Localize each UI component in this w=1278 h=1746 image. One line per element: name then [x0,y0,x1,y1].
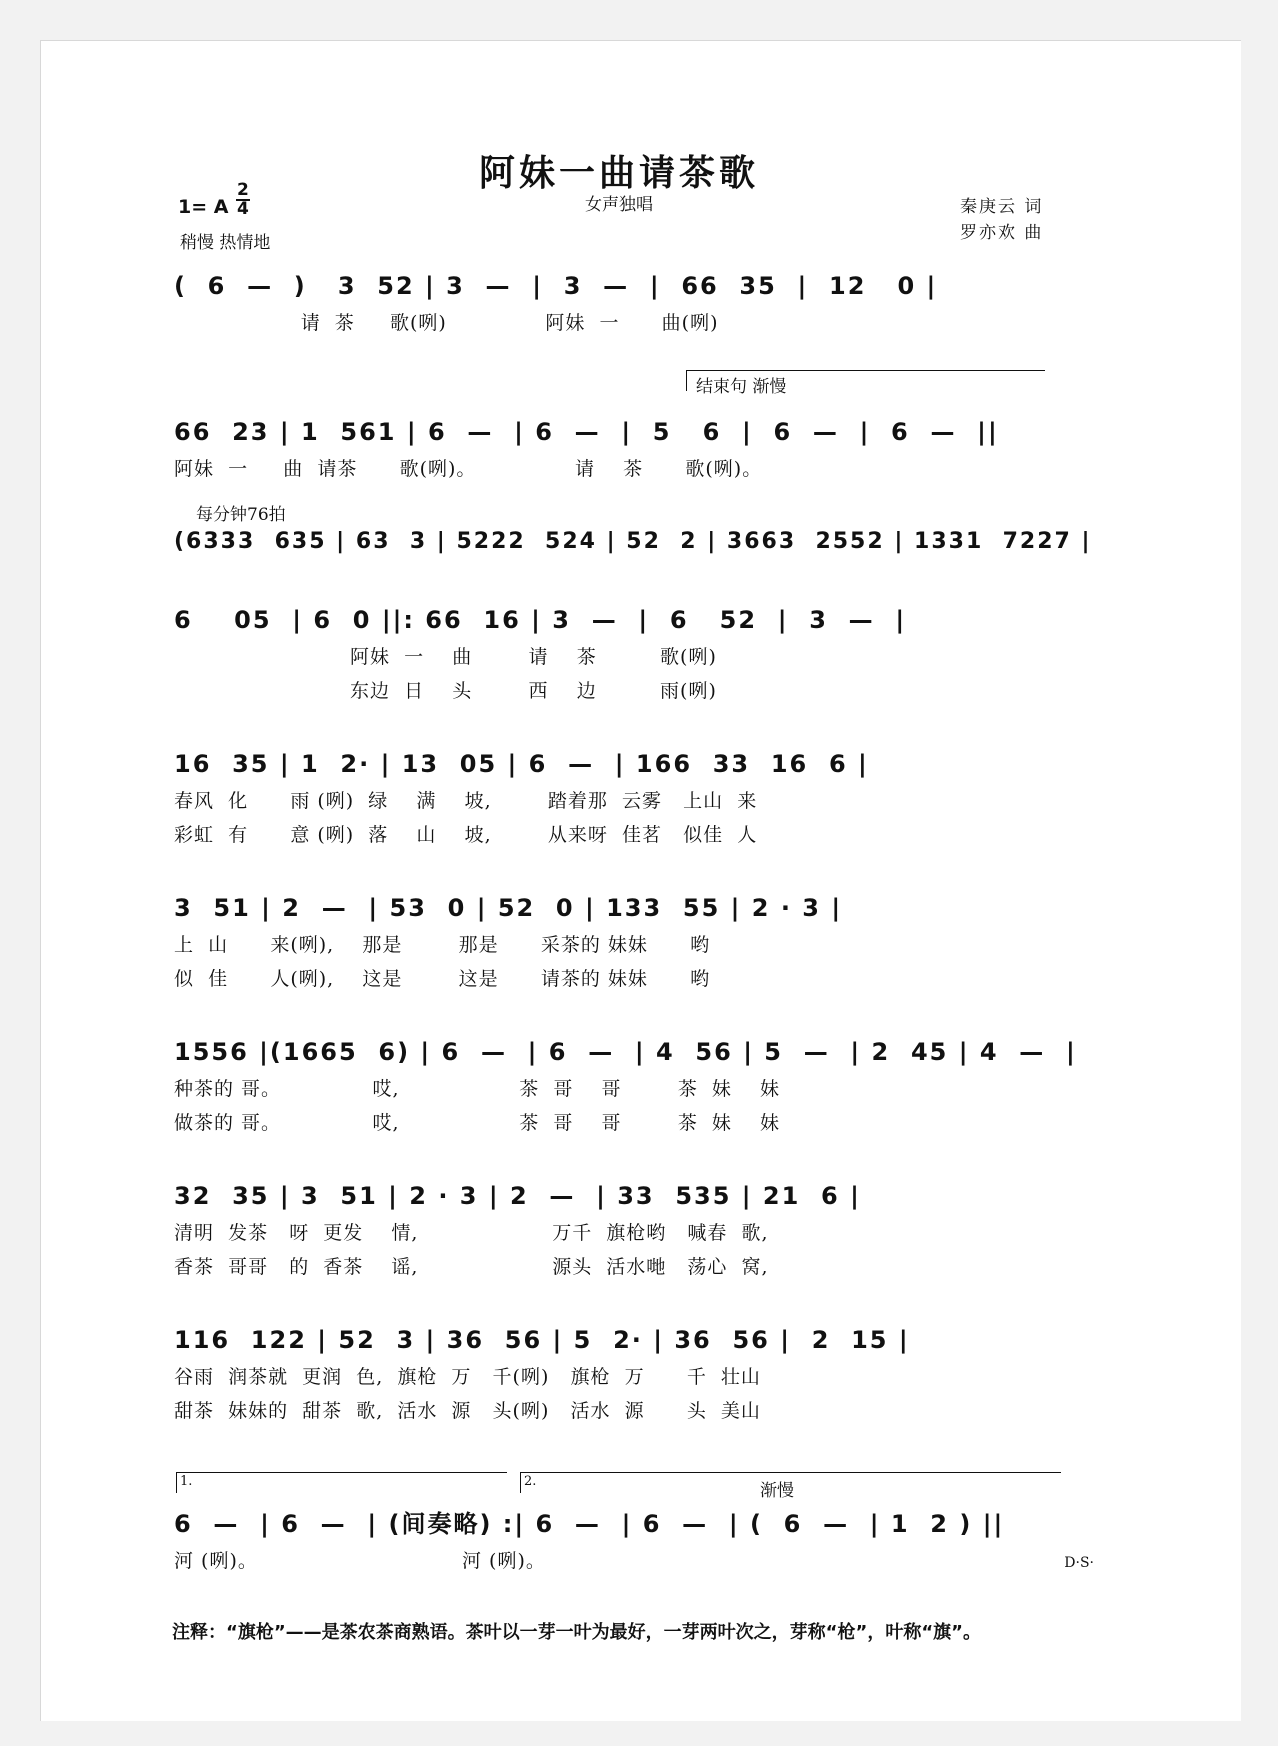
lyric-line: 甜茶 妹妹的 甜茶 歌, 活水 源 头(咧) 活水 源 头 美山 [174,1400,761,1422]
lyric-line: 谷雨 润茶就 更润 色, 旗枪 万 千(咧) 旗枪 万 千 壮山 [174,1366,761,1388]
lyric-line: 做茶的 哥。 哎, 茶 哥 哥 茶 妹 妹 [174,1112,781,1134]
lyric-line: 彩虹 有 意 (咧) 落 山 坡, 从来呀 佳茗 似佳 人 [174,824,758,846]
lyric-line: 香茶 哥哥 的 香茶 谣, 源头 活水哋 荡心 窝, [174,1256,769,1278]
lyric-line: 东边 日 头 西 边 雨(咧) [174,680,717,702]
notation-line: 32 35 | 3 51 | 2 · 3 | 2 — | 33 535 | 21 6 | [174,1182,861,1210]
notation-line: 6 05 | 6 0 ||: 66 16 | 3 — | 6 52 | 3 — | [174,606,907,634]
lyric-line: 河 (咧)。 河 (咧)。 [174,1550,546,1572]
composer-credit: 罗亦欢 曲 [960,223,1044,243]
lyric-line: 种茶的 哥。 哎, 茶 哥 哥 茶 妹 妹 [174,1078,781,1100]
lyric-line: 阿妹 一 曲 请茶 歌(咧)。 请 茶 歌(咧)。 [174,458,763,480]
footnote: 注释：“旗枪”——是茶农茶商熟语。茶叶以一芽一叶为最好，一芽两叶次之，芽称“枪”，叶称“旗”。 [172,1622,981,1643]
time-signature [236,182,250,218]
lyric-line: 请 茶 歌(咧) 阿妹 一 曲(咧) [174,312,719,334]
notation-line: 6 — | 6 — | (间奏略) :| 6 — | 6 — | ( 6 — | 1 2 ) || [174,1510,1005,1538]
lyric-line: 似 佳 人(咧), 这是 这是 请茶的 妹妹 哟 [174,968,711,990]
notation-line: 116 122 | 52 3 | 36 56 | 5 2· | 36 56 | 2 15 | [174,1326,910,1354]
tempo-change: 每分钟76拍 [196,505,286,525]
notation-line: 3 51 | 2 — | 53 0 | 52 0 | 133 55 | 2 · 3 | [174,894,843,922]
lyricist-credit: 秦庚云 词 [960,197,1044,217]
notation-line: 1556 |(1665 6) | 6 — | 6 — | 4 56 | 5 — | 2 45 | 4 — | [174,1038,1077,1066]
volta-2-label: 2. [524,1474,537,1489]
song-title: 阿妹一曲请茶歌 [478,152,759,194]
tempo-marking: 稍慢 热情地 [180,233,271,253]
lyric-line: 阿妹 一 曲 请 茶 歌(咧) [174,646,717,668]
meter-top: 2 [237,180,249,200]
notation-line: 66 23 | 1 561 | 6 — | 6 — | 5 6 | 6 — | 6 — || [174,418,999,446]
performance-type: 女声独唱 [585,195,653,215]
notation-line: 16 35 | 1 2· | 13 05 | 6 — | 166 33 16 6 | [174,750,869,778]
key-signature: 1= A [178,196,229,218]
ending-tag: 结束句 渐慢 [696,377,787,397]
ritardando-tag: 渐慢 [760,1481,794,1501]
lyric-line: 春风 化 雨 (咧) 绿 满 坡, 踏着那 云雾 上山 来 [174,790,758,812]
dal-segno-mark: D·S· [1064,1555,1094,1571]
lyric-line: 清明 发茶 呀 更发 情, 万千 旗枪哟 喊春 歌, [174,1222,769,1244]
notation-line: (6333 635 | 63 3 | 5222 524 | 52 2 | 3663 2552 | 1331 7227 | [174,529,1092,554]
volta-1-label: 1. [180,1474,193,1489]
notation-line: ( 6 — ) 3 52 | 3 — | 3 — | 66 35 | 12 0 | [174,272,938,300]
volta-1-bracket [176,1472,507,1493]
meter-bottom: 4 [237,199,249,219]
lyric-line: 上 山 来(咧), 那是 那是 采茶的 妹妹 哟 [174,934,711,956]
